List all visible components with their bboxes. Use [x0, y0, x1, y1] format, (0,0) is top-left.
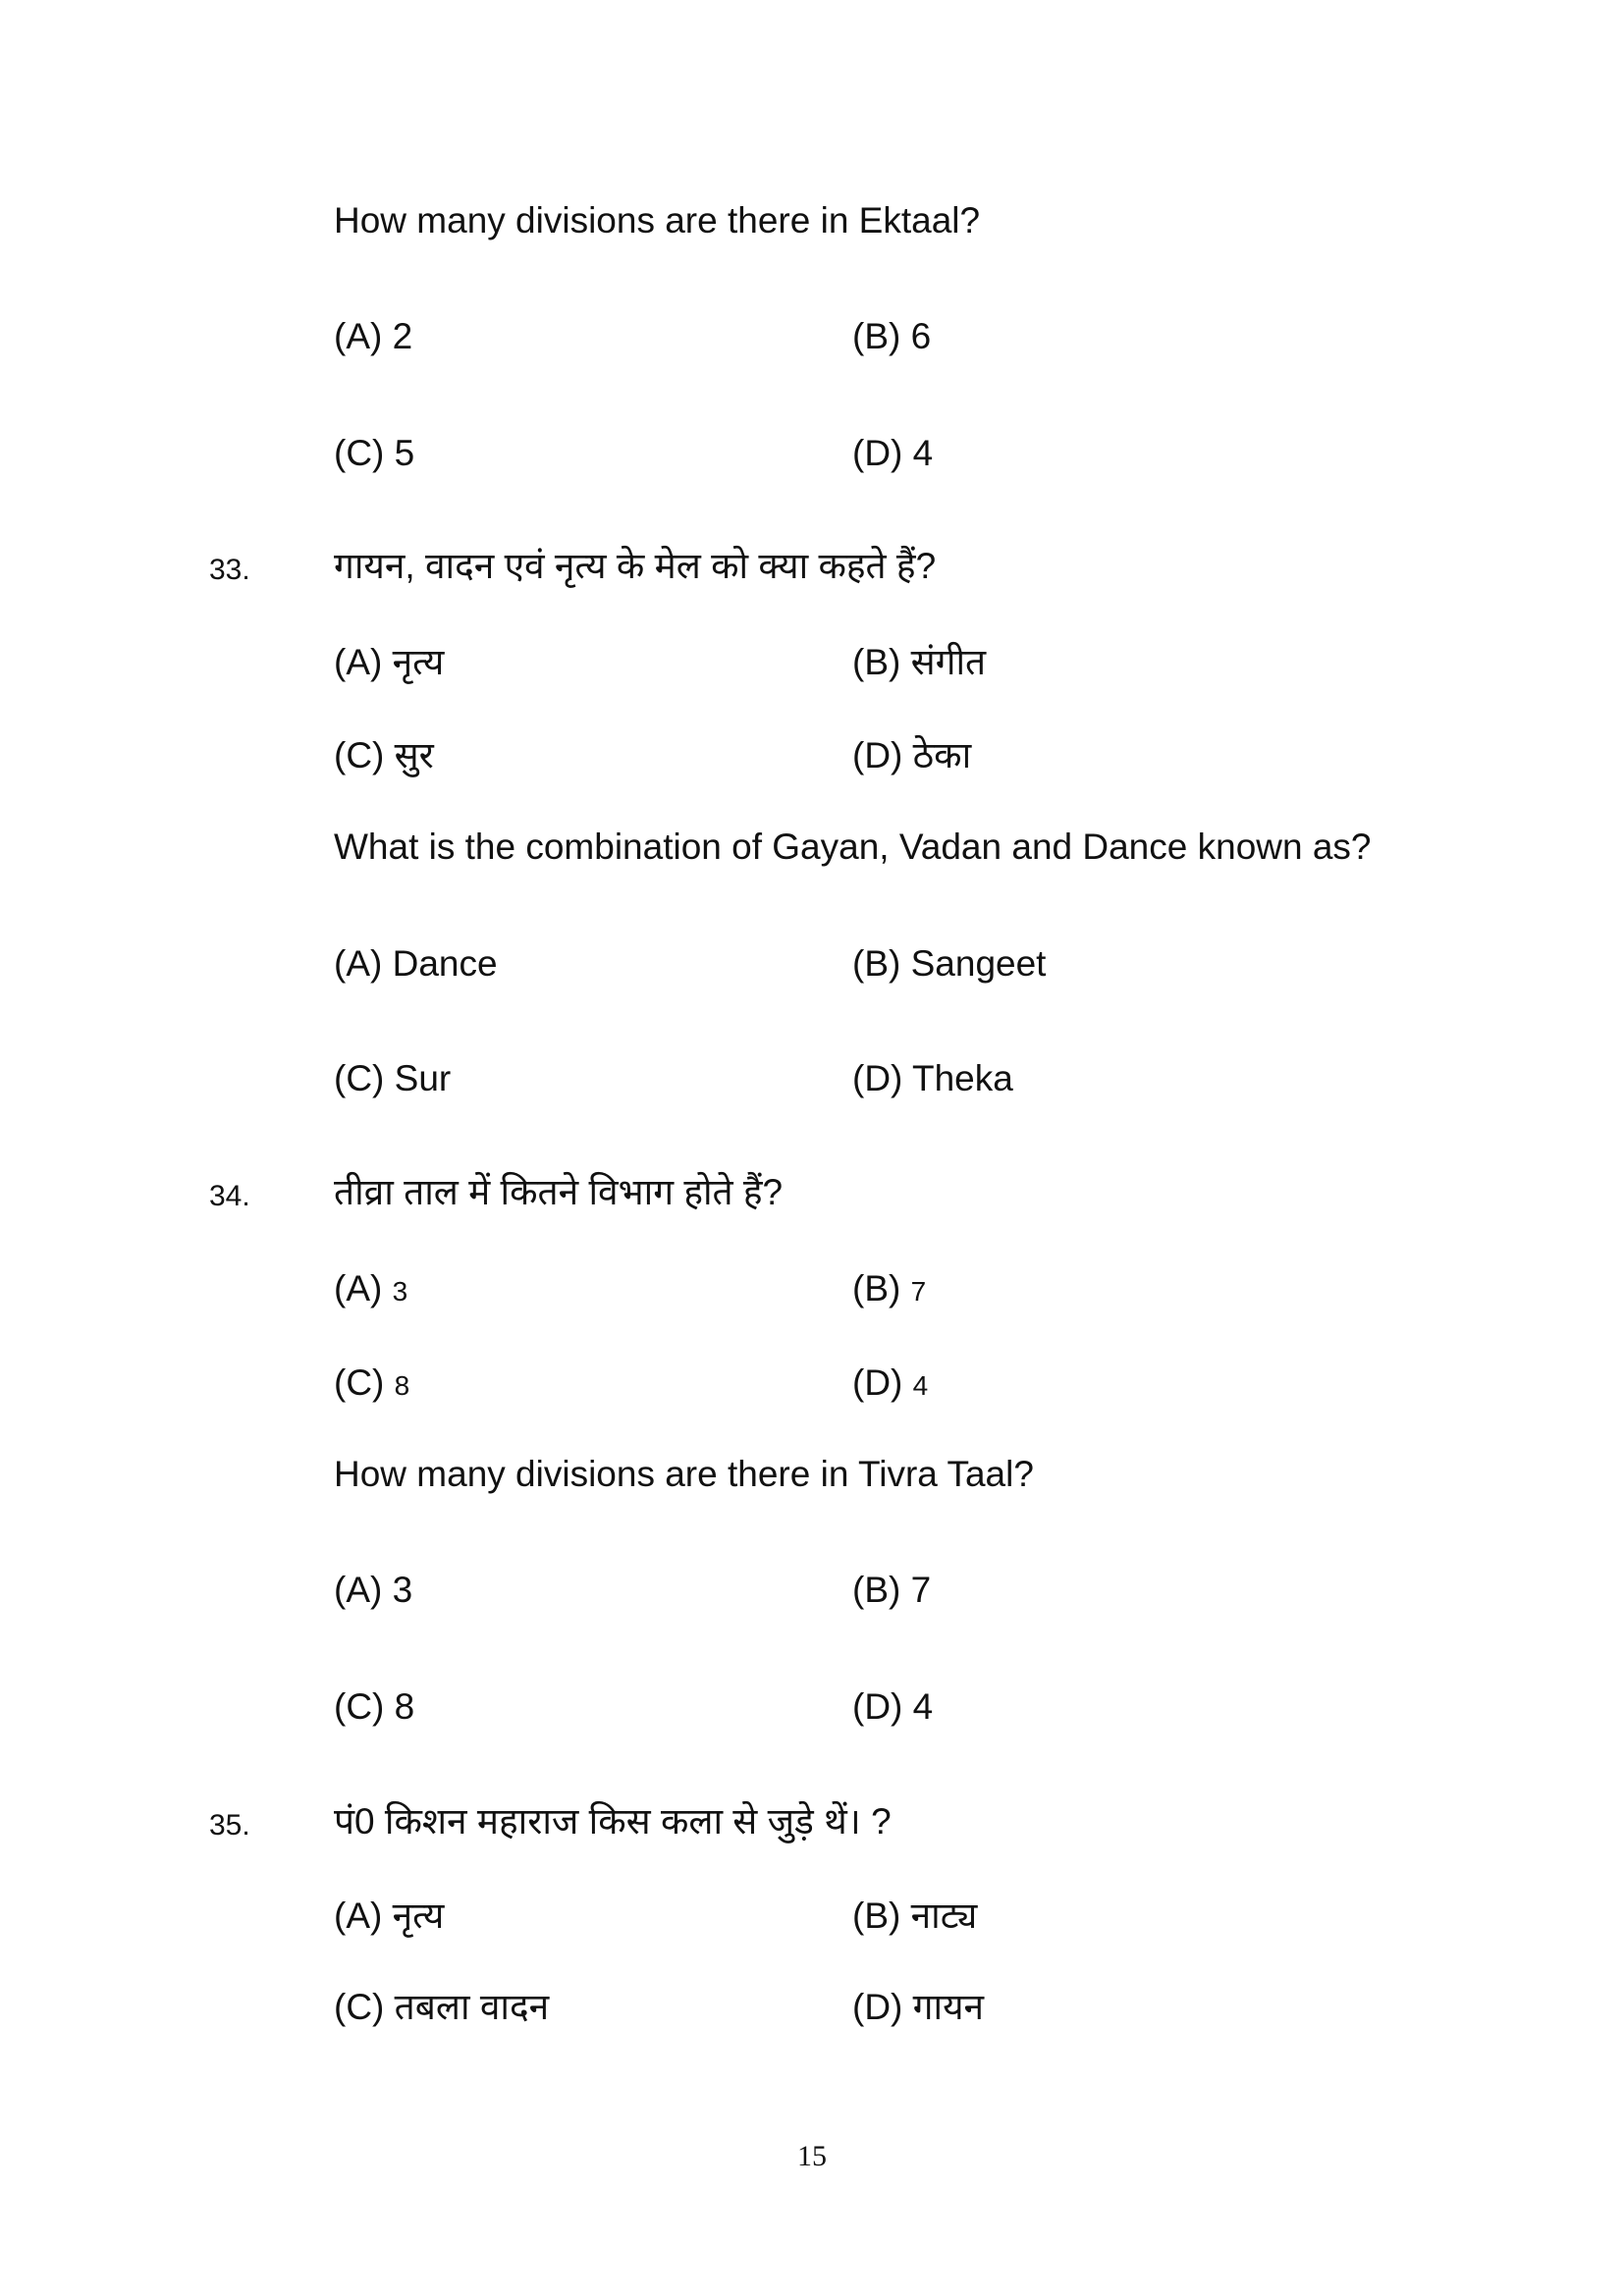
option-label: (C): [334, 1058, 385, 1098]
option-d: [852, 1362, 928, 1408]
option-label: (C): [334, 433, 385, 473]
option-value: गायन: [912, 1987, 985, 2027]
option-a: [334, 942, 498, 986]
option-value: 4: [912, 1370, 929, 1401]
option-value: नृत्य: [392, 642, 445, 682]
option-label: (B): [852, 1268, 901, 1308]
option-d: [852, 1986, 984, 2029]
option-value: 2: [392, 316, 413, 356]
option-c: [334, 1986, 549, 2029]
option-c: [334, 1057, 451, 1100]
option-value: Theka: [912, 1058, 1013, 1098]
option-value: 7: [910, 1570, 932, 1610]
option-c: [334, 1362, 409, 1408]
option-value: तबला वादन: [394, 1987, 550, 2027]
option-value: ठेका: [912, 735, 972, 775]
option-value: 6: [910, 316, 932, 356]
option-label: (A): [334, 316, 383, 356]
option-b: [852, 1267, 926, 1313]
question-text: What is the combination of Gayan, Vadan and Dance known as?: [334, 827, 1372, 867]
option-label: (A): [334, 1570, 383, 1610]
option-label: (A): [334, 642, 383, 682]
option-value: 8: [394, 1686, 415, 1727]
option-label: (B): [852, 642, 901, 682]
option-value: Dance: [392, 943, 498, 984]
option-b: [852, 641, 986, 684]
option-label: (C): [334, 1686, 385, 1727]
question-text: How many divisions are there in Ektaal?: [334, 200, 981, 240]
question-number: 34.: [209, 1180, 250, 1212]
option-value: 7: [910, 1276, 927, 1307]
option-label: (B): [852, 943, 901, 984]
option-value: 5: [394, 433, 415, 473]
option-c: [334, 734, 434, 777]
option-value: संगीत: [910, 642, 987, 682]
option-a: [334, 315, 412, 358]
option-d: [852, 432, 933, 475]
option-c: [334, 432, 414, 475]
page-number: 15: [797, 2140, 827, 2172]
option-a: [334, 1267, 407, 1313]
question-number: 35.: [209, 1809, 250, 1842]
option-label: (D): [852, 735, 903, 775]
option-label: (B): [852, 1896, 901, 1936]
option-b: [852, 1895, 977, 1938]
option-label: (D): [852, 1362, 903, 1403]
option-value: 8: [394, 1370, 410, 1401]
option-value: सुर: [394, 735, 434, 775]
option-label: (C): [334, 1987, 385, 2027]
option-b: [852, 315, 931, 358]
question-text: गायन, वादन एवं नृत्य के मेल को क्या कहते हैं?: [334, 546, 937, 586]
option-d: [852, 1685, 933, 1729]
option-label: (D): [852, 1058, 903, 1098]
option-label: (A): [334, 1268, 383, 1308]
option-value: 3: [392, 1276, 408, 1307]
option-value: नाट्य: [910, 1896, 978, 1936]
question-text: पं0 किशन महाराज किस कला से जुड़े थें। ?: [334, 1801, 892, 1842]
option-label: (D): [852, 1686, 903, 1727]
option-d: [852, 1057, 1013, 1100]
option-d: [852, 734, 971, 777]
option-label: (D): [852, 1987, 903, 2027]
option-value: Sur: [394, 1058, 452, 1098]
option-b: [852, 1569, 931, 1612]
option-label: (A): [334, 1896, 383, 1936]
question-text: How many divisions are there in Tivra Taal?: [334, 1454, 1034, 1494]
option-a: [334, 1895, 444, 1938]
option-c: [334, 1685, 414, 1729]
option-a: [334, 641, 444, 684]
option-value: नृत्य: [392, 1896, 445, 1936]
option-value: 3: [392, 1570, 413, 1610]
option-label: (D): [852, 433, 903, 473]
option-a: [334, 1569, 412, 1612]
option-value: Sangeet: [910, 943, 1047, 984]
question-number: 33.: [209, 554, 250, 586]
option-label: (B): [852, 1570, 901, 1610]
option-label: (A): [334, 943, 383, 984]
option-value: 4: [912, 433, 934, 473]
option-b: [852, 942, 1046, 986]
question-text: तीव्रा ताल में कितने विभाग होते हैं?: [334, 1172, 784, 1212]
option-label: (B): [852, 316, 901, 356]
option-label: (C): [334, 1362, 385, 1403]
option-label: (C): [334, 735, 385, 775]
option-value: 4: [912, 1686, 934, 1727]
